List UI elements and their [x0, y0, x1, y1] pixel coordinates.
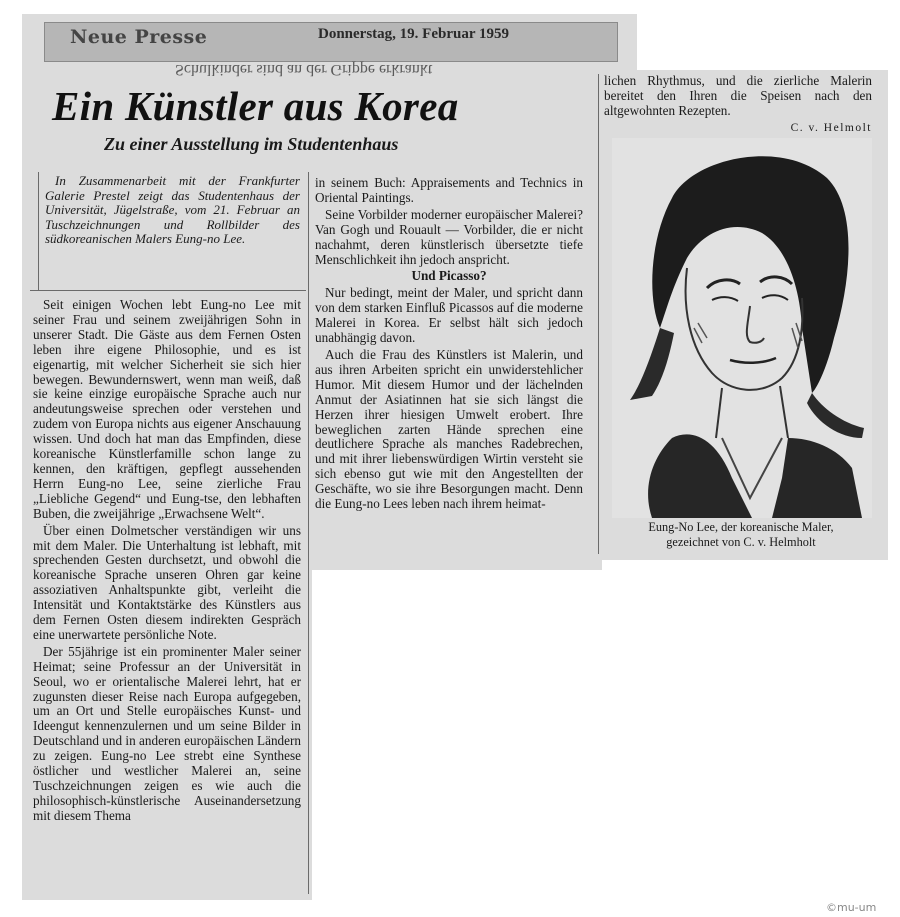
- intro-left-rule: [38, 172, 39, 290]
- caption-line-2: gezeichnet von C. v. Helmholt: [666, 535, 816, 549]
- paragraph-3: Der 55jährige ist ein prominenter Maler seiner Heimat; seine Professur an der Universität in Seoul, wo er orientalische Malerei lehrt, hat er zugunsten dieser Reise nach Europa aufgegeben, um an Ort und Stelle europäisches Kunst- und Ideengut kennenzulernen und um seine Bilder in Deutschland und in anderen europäischen Ländern zu zeigen. Eung-no Lee strebt eine Synthese östlicher und westlicher Malerei an, seine Tuschzeichnungen zeigen es wie auch die philosophisch-künstlerische Auseinandersetzung mit diesem Thema: [33, 643, 301, 823]
- paragraph-vorbilder: Seine Vorbilder moderner europäischer Malerei? Van Gogh und Rouault — Vorbilder, die er nicht nachahmt, deren künstlerisch übersetzte tiefe Menschlichkeit ihn jedoch anspricht.: [315, 206, 583, 267]
- article-subheadline: Zu einer Ausstellung im Studentenhaus: [104, 134, 399, 154]
- watermark: ©mu-um: [826, 901, 877, 914]
- portrait-caption: [610, 520, 872, 550]
- section-heading-picasso: Und Picasso?: [411, 268, 487, 284]
- issue-date: Donnerstag, 19. Februar 1959: [318, 26, 509, 42]
- portrait-drawing: [612, 138, 872, 518]
- article-intro: [45, 174, 300, 247]
- column-rule-left: [308, 172, 309, 894]
- article-column-2: [315, 176, 583, 514]
- column-rule-right: [598, 74, 599, 554]
- article-headline: Ein Künstler aus Korea: [52, 83, 459, 129]
- paragraph-continuation: in seinem Buch: Appraisements and Technics in Oriental Paintings.: [315, 175, 583, 205]
- mirrored-bleedthrough-line: Schulkinder sind an der Grippe erkrankt: [175, 61, 433, 78]
- author-signature: C. v. Helmolt: [790, 121, 872, 134]
- paragraph-picasso: Nur bedingt, meint der Maler, und spricht dann von dem starken Einfluß Picassos auf die moderne Malerei in Korea. Er selbst hält sich jedoch unabhängig davon.: [315, 285, 583, 346]
- newspaper-name: Neue Presse: [70, 26, 208, 48]
- article-column-3: [604, 74, 872, 136]
- caption-line-1: Eung-No Lee, der koreanische Maler,: [648, 520, 834, 534]
- article-column-1: [33, 298, 301, 826]
- paragraph-frau: Auch die Frau des Künstlers ist Malerin, und aus ihren Arbeiten spricht ein unwiderstehlicher Humor. Mit diesem Humor und der lächelnden Anmut der Asiatinnen hat sie sich längst die Herzen ihrer hiesigen Umwelt erobert. Ihre beweglichen zarten Hände sprechen eine deutlichere Sprache als manches Radebrechen, und mit ihrer liebenswürdigen Wirtin versteht sie sich ebenso gut wie mit den Angestellten der Geschäfte, wo sie ihre Besorgungen macht. Denn die Eung-no Lees leben nach ihrem heimat-: [315, 346, 583, 512]
- paragraph-1: Seit einigen Wochen lebt Eung-no Lee mit seiner Frau und seinem zweijährigen Sohn in unserer Stadt. Die Gäste aus dem Fernen Osten leben ihre eigene Philosophie, und es ist eigenartig, mit welcher Sicherheit sie sich hier bewegen. Bewundernswert, wenn man weiß, daß sie keine einzige europäische Sprache auch nur andeutungsweise sprechen oder verstehen und zudem von Europa nichts aus eigener Anschauung wissen. Und doch hat man das Empfinden, diese koreanische Künstlerfamille schon lange zu kennen, den kräftigen, gepflegt aussehenden Herrn Eung-no Lee, seine zierliche Frau „Liebliche Gegend“ und Eung-tse, den lebhaften Buben, die zweijährige „Erwachsene Welt“.: [33, 297, 301, 521]
- paragraph-2: Über einen Dolmetscher verständigen wir uns mit dem Maler. Die Unterhaltung ist lebhaft, mit sprechenden Gesten durchsetzt, und obwohl die koreanische Sprache unseren Ohren gar keine assoziativen Anhaltspunkte gibt, verleiht die Intensität und Kontaktstärke des Künstlers aus dem Fernen Osten diesem indirekten Gespräch eine unerwartete persönliche Note.: [33, 522, 301, 642]
- paragraph-rhythmus: lichen Rhythmus, und die zierliche Malerin bereitet den Ihren die Speisen nach den altgewohnten Rezepten.: [604, 73, 872, 118]
- intro-bottom-rule: [30, 290, 306, 291]
- intro-text: In Zusammenarbeit mit der Frankfurter Galerie Prestel zeigt das Studentenhaus der Universität, Jügelstraße, vom 21. Februar an Tuschzeichnungen und Rollbilder des südkoreanischen Malers Eung-no Lee.: [45, 173, 300, 247]
- portrait-sketch-svg: [612, 138, 872, 518]
